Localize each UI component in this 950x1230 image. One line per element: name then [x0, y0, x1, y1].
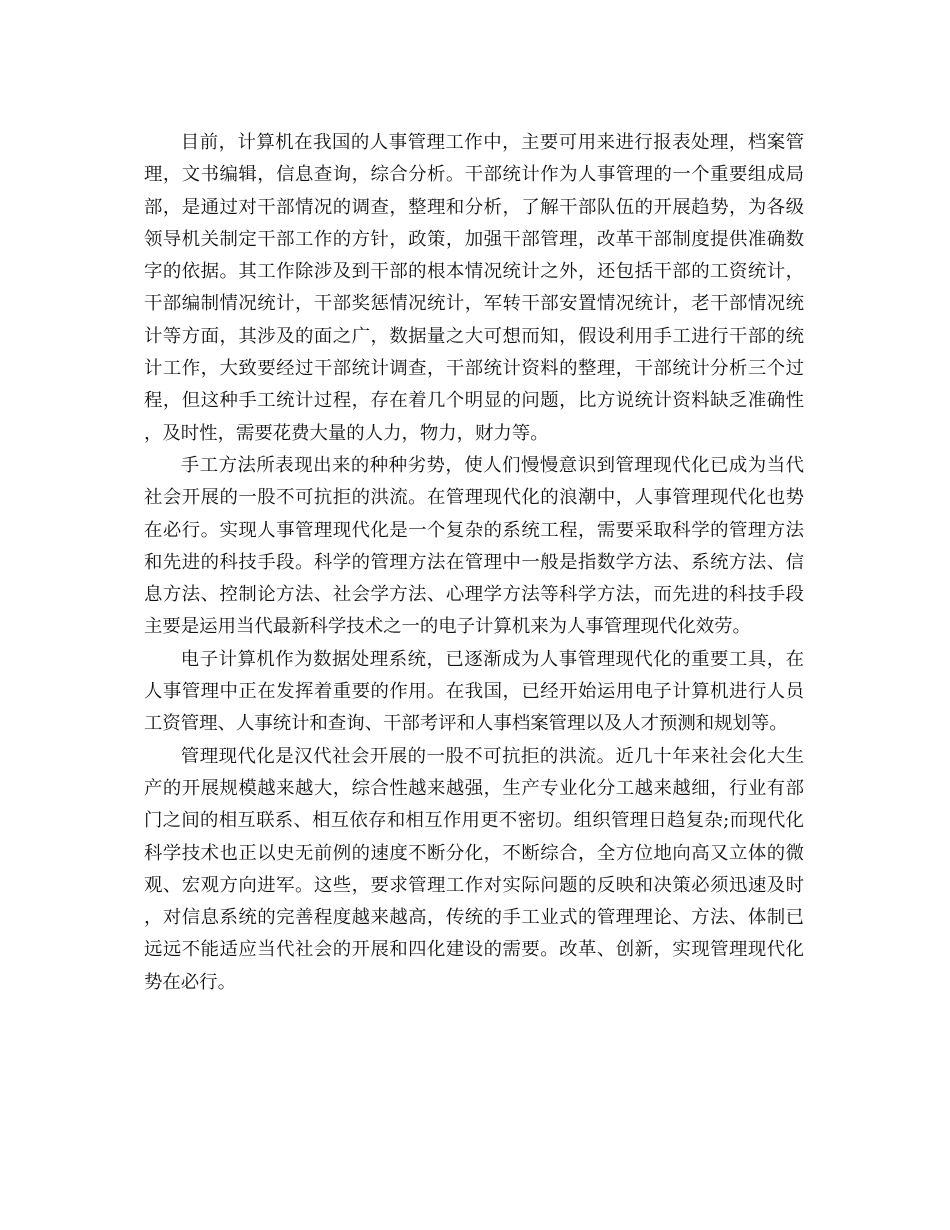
paragraph-2: 手工方法所表现出来的种种劣势，使人们慢慢意识到管理现代化已成为当代社会开展的一股不可抗拒的洪流。在管理现代化的浪潮中，人事管理现代化也势在必行。实现人事管理现代化是一个复杂的系统工程，需要采取科学的管理方法和先进的科技手段。科学的管理方法在管理中一般是指数学方法、系统方法、信息方法、控制论方法、社会学方法、心理学方法等科学方法，而先进的科技手段主要是运用当代最新科学技术之一的电子计算机来为人事管理现代化效劳。 — [144, 454, 804, 638]
paragraph-4: 管理现代化是汉代社会开展的一股不可抗拒的洪流。近几十年来社会化大生产的开展规模越来越大，综合性越来越强，生产专业化分工越来越细，行业有部门之间的相互联系、相互依存和相互作用更不密切。组织管理日趋复杂;而现代化科学技术也正以史无前例的速度不断分化，不断综合，全方位地向高又立体的微观、宏观方向进军。这些，要求管理工作对实际问题的反映和决策必须迅速及时，对信息系统的完善程度越来越高，传统的手工业式的管理理论、方法、体制已远远不能适应当代社会的开展和四化建设的需要。改革、创新，实现管理现代化势在必行。 — [144, 745, 804, 993]
paragraph-3: 电子计算机作为数据处理系统，已逐渐成为人事管理现代化的重要工具，在人事管理中正在发挥着重要的作用。在我国，已经开始运用电子计算机进行人员工资管理、人事统计和查询、干部考评和人事档案管理以及人才预测和规划等。 — [144, 648, 804, 735]
document-body — [144, 127, 804, 999]
paragraph-1: 目前，计算机在我国的人事管理工作中，主要可用来进行报表处理，档案管理，文书编辑，信息查询，综合分析。干部统计作为人事管理的一个重要组成局部，是通过对干部情况的调查，整理和分析，了解干部队伍的开展趋势，为各级领导机关制定干部工作的方针，政策，加强干部管理，改革干部制度提供准确数字的依据。其工作除涉及到干部的根本情况统计之外，还包括干部的工资统计，干部编制情况统计，干部奖惩情况统计，军转干部安置情况统计，老干部情况统计等方面，其涉及的面之广，数据量之大可想而知，假设利用手工进行干部的统计工作，大致要经过干部统计调查，干部统计资料的整理，干部统计分析三个过程，但这种手工统计过程，存在着几个明显的问题，比方说统计资料缺乏准确性，及时性，需要花费大量的人力，物力，财力等。 — [144, 132, 804, 444]
